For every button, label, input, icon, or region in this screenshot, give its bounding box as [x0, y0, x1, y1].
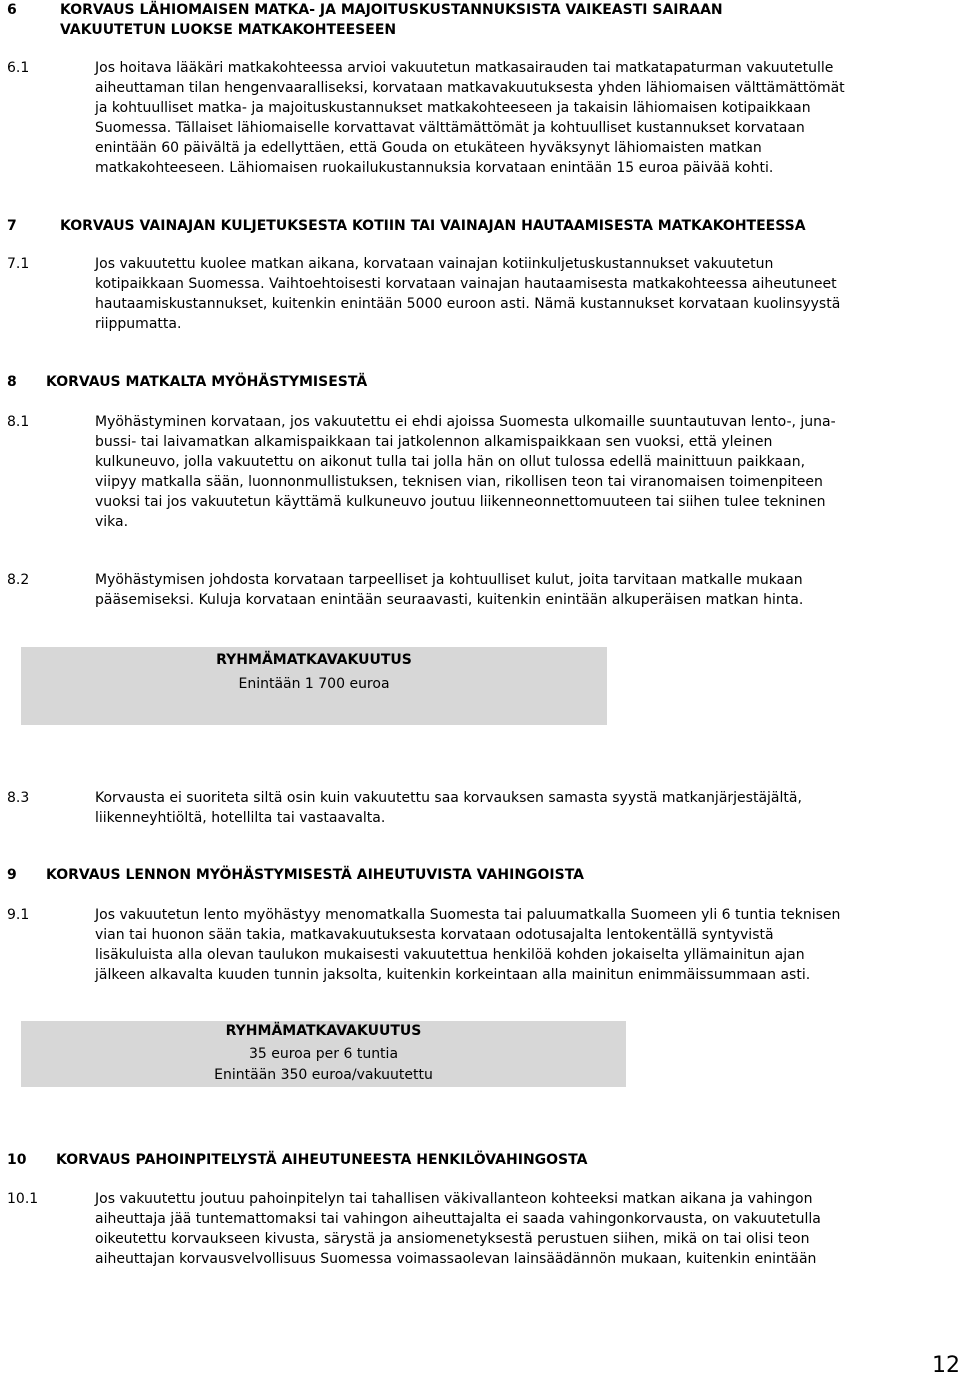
clause-9-1-number: 9.1 — [7, 907, 30, 923]
clause-7-1-number: 7.1 — [7, 256, 30, 272]
clause-8-1-line: viipyy matkalla sään, luonnonmullistuksen, teknisen vian, rikollisen teon tai viranomaisen toimenpiteen — [95, 474, 823, 490]
clause-8-1-line: Myöhästyminen korvataan, jos vakuutettu ei ehdi ajoissa Suomesta ulkomaille suuntautuvan lento-, juna- — [95, 414, 836, 430]
section-9-number: 9 — [7, 867, 17, 883]
clause-7-1-line: kotipaikkaan Suomessa. Vaihtoehtoisesti korvataan vainajan hautaamisesta matkakohteessa aiheutuneet — [95, 276, 837, 292]
clause-6-1-line: Suomessa. Tällaiset lähiomaiselle korvattavat välttämättömät ja kohtuulliset kustannukset korvataan — [95, 120, 805, 136]
coverage-table-heading: RYHMÄMATKAVAKUUTUS — [216, 652, 412, 668]
section-7-number: 7 — [7, 218, 17, 234]
clause-8-2-line: Myöhästymisen johdosta korvataan tarpeelliset ja kohtuulliset kulut, joita tarvitaan matkalle mukaan — [95, 572, 803, 588]
clause-7-1-line: hautaamiskustannukset, kuitenkin enintään 5000 euroon asti. Nämä kustannukset korvataan kuolinsyystä — [95, 296, 841, 312]
section-7-title: KORVAUS VAINAJAN KULJETUKSESTA KOTIIN TAI VAINAJAN HAUTAAMISESTA MATKAKOHTEESSA — [60, 218, 806, 234]
section-6-title-line-2: VAKUUTETUN LUOKSE MATKAKOHTEESEEN — [60, 22, 397, 38]
clause-6-1-line: matkakohteeseen. Lähiomaisen ruokailukustannuksia korvataan enintään 15 euroa päivää kohti. — [95, 160, 774, 176]
page-number: 12 — [932, 1353, 960, 1378]
clause-6-1-line: ja kohtuulliset matka- ja majoituskustannukset matkakohteeseen ja takaisin lähiomaisen kotipaikkaan — [95, 100, 811, 116]
clause-9-1-line: lisäkuluista alla olevan taulukon mukaisesti vakuutettua henkilöä kohden jokaiselta yllämainitun ajan — [95, 947, 805, 963]
coverage-table-value: Enintään 350 euroa/vakuutettu — [214, 1067, 433, 1083]
clause-10-1-line: aiheuttaja jää tuntemattomaksi tai vahingon aiheuttajalta ei saada vahingonkorvausta, on vakuutetulla — [95, 1211, 821, 1227]
clause-9-1-line: jälkeen alkavalta kuuden tunnin jaksolta, kuitenkin korkeintaan alla mainitun enimmäissummaan asti. — [95, 967, 811, 983]
clause-6-1-line: Jos hoitava lääkäri matkakohteessa arvioi vakuutetun matkasairauden tai matkatapaturman vakuutetulle — [95, 60, 834, 76]
clause-8-1-line: bussi- tai laivamatkan alkamispaikkaan tai jatkolennon alkamispaikkaan sen vuoksi, että yleinen — [95, 434, 773, 450]
clause-6-1-line: enintään 60 päivältä ja edellyttäen, että Gouda on etukäteen hyväksynyt lähiomaisten matkan — [95, 140, 762, 156]
section-10-number: 10 — [7, 1152, 27, 1168]
clause-10-1-line: oikeutettu korvaukseen kivusta, särystä ja ansiomenetyksestä perustuen siihen, mikä on tai olisi teon — [95, 1231, 810, 1247]
clause-7-1-line: Jos vakuutettu kuolee matkan aikana, korvataan vainajan kotiinkuljetuskustannukset vakuutetun — [95, 256, 774, 272]
coverage-table-heading: RYHMÄMATKAVAKUUTUS — [225, 1023, 422, 1039]
clause-10-1-line: aiheuttajan korvausvelvollisuus Suomessa voimassaolevan lainsäädännön mukaan, kuitenkin enintään — [95, 1251, 817, 1267]
coverage-table-flight-delay — [21, 1021, 626, 1087]
clause-8-1-line: vika. — [95, 514, 129, 530]
coverage-table-value: Enintään 1 700 euroa — [238, 676, 390, 692]
section-8-title: KORVAUS MATKALTA MYÖHÄSTYMISESTÄ — [46, 374, 368, 390]
clause-10-1-number: 10.1 — [7, 1191, 39, 1207]
clause-8-2-line: pääsemiseksi. Kuluja korvataan enintään seuraavasti, kuitenkin enintään alkuperäisen matkan hinta. — [95, 592, 804, 608]
section-9-title: KORVAUS LENNON MYÖHÄSTYMISESTÄ AIHEUTUVISTA VAHINGOISTA — [46, 867, 585, 883]
clause-9-1-line: vian tai huonon sään takia, matkavakuutuksesta korvataan odotusajalta lentokentällä syntyvistä — [95, 927, 774, 943]
clause-8-1-line: kulkuneuvo, jolla vakuutettu on aikonut tulla tai jolla hän on ollut tulossa edellä mainittuun paikkaan, — [95, 454, 806, 470]
clause-9-1-line: Jos vakuutetun lento myöhästyy menomatkalla Suomesta tai paluumatkalla Suomeen yli 6 tuntia teknisen — [95, 907, 841, 923]
clause-6-1-number: 6.1 — [7, 60, 30, 76]
coverage-table-delay — [21, 647, 607, 725]
clause-6-1-line: aiheuttaman tilan hengenvaaralliseksi, korvataan matkavakuutuksesta yhden lähiomaisen välttämättömät — [95, 80, 845, 96]
clause-7-1-line: riippumatta. — [95, 316, 182, 332]
clause-8-1-line: vuoksi tai jos vakuutetun käyttämä kulkuneuvo joutuu liikenneonnettomuuteen tai siihen tulee tekninen — [95, 494, 826, 510]
clause-8-3-line: Korvausta ei suoriteta siltä osin kuin vakuutettu saa korvauksen samasta syystä matkanjärjestäjältä, — [95, 790, 802, 806]
coverage-table-value: 35 euroa per 6 tuntia — [248, 1046, 399, 1062]
clause-8-1-number: 8.1 — [7, 414, 30, 430]
clause-8-2-number: 8.2 — [7, 572, 30, 588]
section-10-title: KORVAUS PAHOINPITELYSTÄ AIHEUTUNEESTA HENKILÖVAHINGOSTA — [56, 1152, 588, 1168]
clause-10-1-line: Jos vakuutettu joutuu pahoinpitelyn tai tahallisen väkivallanteon kohteeksi matkan aikana ja vahingon — [95, 1191, 813, 1207]
clause-8-3-line: liikenneyhtiöltä, hotellilta tai vastaavalta. — [95, 810, 386, 826]
section-8-number: 8 — [7, 374, 17, 390]
clause-8-3-number: 8.3 — [7, 790, 30, 806]
section-6-number: 6 — [7, 2, 17, 18]
section-6-title-line-1: KORVAUS LÄHIOMAISEN MATKA- JA MAJOITUSKUSTANNUKSISTA VAIKEASTI SAIRAAN — [60, 2, 723, 18]
